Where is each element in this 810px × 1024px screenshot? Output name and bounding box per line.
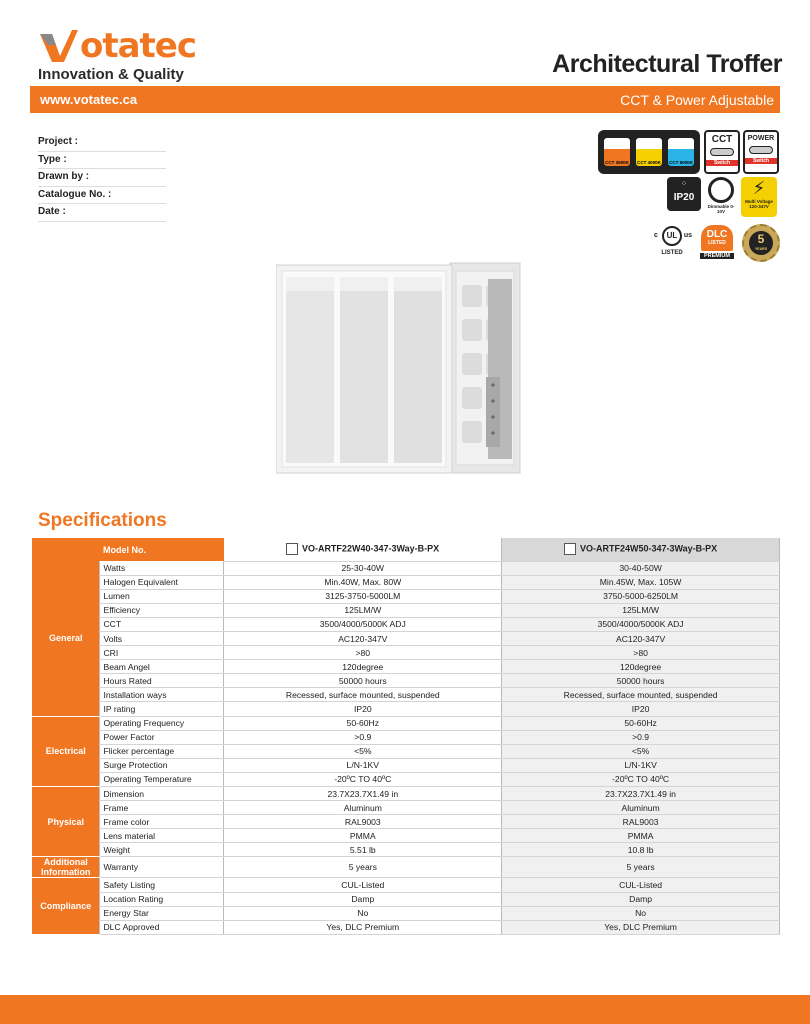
row-value-2: CUL-Listed — [502, 878, 780, 892]
row-value-2: 50000 hours — [502, 674, 780, 688]
warranty-5-year-badge — [742, 224, 780, 262]
table-row — [32, 744, 780, 758]
row-value-1: 25-30-40W — [224, 561, 502, 575]
row-value-2: Min.45W, Max. 105W — [502, 575, 780, 589]
page-subtitle: CCT & Power Adjustable — [620, 92, 774, 108]
table-row — [32, 758, 780, 772]
cct-3500k-label: CCT 3500K — [605, 160, 629, 165]
model-2-cell — [502, 538, 780, 561]
project-info-fields — [38, 134, 166, 222]
table-row — [32, 829, 780, 843]
row-label: Frame color — [100, 815, 224, 829]
brand-logo — [36, 24, 196, 64]
row-label: Power Factor — [100, 730, 224, 744]
row-value-1: 50000 hours — [224, 674, 502, 688]
table-row — [32, 561, 780, 575]
table-row — [32, 906, 780, 920]
table-row — [32, 787, 780, 801]
product-image — [276, 259, 524, 479]
page-title: Architectural Troffer — [552, 50, 782, 78]
row-value-2: No — [502, 906, 780, 920]
row-label: Operating Frequency — [100, 716, 224, 730]
cct-4000k-label: CCT 4000K — [637, 160, 661, 165]
row-value-2: 3750-5000-6250LM — [502, 589, 780, 603]
row-value-2: <5% — [502, 744, 780, 758]
cct-switch-title: CCT — [711, 134, 733, 145]
power-switch-label: Switch — [745, 158, 777, 164]
ul-mark-icon: UL — [662, 226, 682, 246]
row-label: Dimension — [100, 787, 224, 801]
field-type[interactable]: Type : — [38, 152, 166, 170]
table-row — [32, 878, 780, 892]
row-value-1: 125LM/W — [224, 603, 502, 617]
website-link[interactable]: www.votatec.ca — [40, 92, 138, 107]
table-row — [32, 631, 780, 645]
table-header-row — [32, 538, 780, 561]
row-label: Safety Listing — [100, 878, 224, 892]
table-row — [32, 603, 780, 617]
spec-table — [32, 538, 780, 935]
row-value-1: Min.40W, Max. 80W — [224, 575, 502, 589]
row-value-1: 120degree — [224, 660, 502, 674]
row-label: Lens material — [100, 829, 224, 843]
header-blank-cell — [32, 538, 100, 561]
row-value-1: >0.9 — [224, 730, 502, 744]
cct-5000k-label: CCT 5000K — [669, 160, 693, 165]
dimmable-badge — [705, 177, 737, 217]
row-value-1: Aluminum — [224, 801, 502, 815]
model-1-number: VO-ARTF22W40-347-3Way-B-PX — [301, 543, 440, 554]
row-label: Location Rating — [100, 892, 224, 906]
row-value-1: <5% — [224, 744, 502, 758]
field-catalogue-no[interactable]: Catalogue No. : — [38, 187, 166, 205]
row-label: IP rating — [100, 702, 224, 716]
row-label: Frame — [100, 801, 224, 815]
row-value-2: 3500/4000/5000K ADJ — [502, 617, 780, 631]
dlc-premium-label: PREMIUM — [700, 253, 734, 259]
row-label: Efficiency — [100, 603, 224, 617]
group-physical: Physical — [32, 787, 100, 857]
row-value-2: Recessed, surface mounted, suspended — [502, 688, 780, 702]
field-date[interactable]: Date : — [38, 204, 166, 222]
multi-voltage-label: Multi Voltage 120-347V — [745, 199, 773, 209]
group-general: General — [32, 561, 100, 716]
model-1-cell — [224, 538, 502, 561]
row-value-1: RAL9003 — [224, 815, 502, 829]
dlc-label: DLC — [706, 229, 728, 240]
row-label: Surge Protection — [100, 758, 224, 772]
field-project[interactable]: Project : — [38, 134, 166, 152]
table-row — [32, 646, 780, 660]
row-value-2: 10.8 lb — [502, 843, 780, 857]
row-value-2: PMMA — [502, 829, 780, 843]
row-value-1: AC120-347V — [224, 631, 502, 645]
row-value-1: 5 years — [224, 857, 502, 878]
dimmer-knob-icon — [708, 177, 734, 203]
table-row — [32, 920, 780, 934]
row-value-2: AC120-347V — [502, 631, 780, 645]
ul-listed-label: LISTED — [661, 250, 683, 256]
row-label: DLC Approved — [100, 920, 224, 934]
table-row — [32, 688, 780, 702]
cct-switch-label: Switch — [706, 160, 738, 166]
row-value-2: Yes, DLC Premium — [502, 920, 780, 934]
table-row — [32, 892, 780, 906]
cct-colors-badge — [598, 130, 700, 174]
row-value-2: IP20 — [502, 702, 780, 716]
row-value-1: 50-60Hz — [224, 716, 502, 730]
model-no-label: Model No. — [100, 538, 224, 561]
row-value-1: >80 — [224, 646, 502, 660]
row-label: Watts — [100, 561, 224, 575]
table-row — [32, 589, 780, 603]
row-value-2: 23.7X23.7X1.49 in — [502, 787, 780, 801]
switch-toggle-icon — [710, 148, 734, 156]
table-row — [32, 843, 780, 857]
dlc-mark-icon — [701, 225, 733, 251]
table-row — [32, 702, 780, 716]
model-2-checkbox[interactable] — [564, 543, 576, 555]
table-row — [32, 857, 780, 878]
row-value-2: 125LM/W — [502, 603, 780, 617]
row-value-1: 5.51 lb — [224, 843, 502, 857]
dust-drops-icon: ⁘ — [680, 179, 688, 188]
table-row — [32, 815, 780, 829]
table-row — [32, 674, 780, 688]
row-value-1: Yes, DLC Premium — [224, 920, 502, 934]
table-row — [32, 801, 780, 815]
row-label: Energy Star — [100, 906, 224, 920]
row-label: Warranty — [100, 857, 224, 878]
row-value-1: 3500/4000/5000K ADJ — [224, 617, 502, 631]
row-value-1: L/N-1KV — [224, 758, 502, 772]
cul-listed-badge — [654, 226, 690, 262]
ip20-label: IP20 — [673, 192, 695, 203]
row-label: Installation ways — [100, 688, 224, 702]
row-value-2: >0.9 — [502, 730, 780, 744]
row-label: Hours Rated — [100, 674, 224, 688]
row-label: Lumen — [100, 589, 224, 603]
table-row — [32, 772, 780, 786]
footer-band — [0, 995, 810, 1024]
power-switch-badge — [743, 130, 779, 174]
ul-us-label: us — [683, 232, 692, 239]
row-label: Halogen Equivalent — [100, 575, 224, 589]
table-row — [32, 575, 780, 589]
cct-switch-badge — [704, 130, 740, 174]
row-value-2: 50-60Hz — [502, 716, 780, 730]
row-value-1: -20ºC TO 40ºC — [224, 772, 502, 786]
group-electrical: Electrical — [32, 716, 100, 786]
row-value-1: PMMA — [224, 829, 502, 843]
row-label: Operating Temperature — [100, 772, 224, 786]
row-value-1: Damp — [224, 892, 502, 906]
warranty-inner-circle — [749, 231, 773, 255]
ul-c-label: c — [654, 232, 658, 239]
row-label: Flicker percentage — [100, 744, 224, 758]
table-row — [32, 617, 780, 631]
dlc-premium-badge — [699, 225, 735, 265]
warranty-years-number: 5 — [757, 232, 765, 246]
row-value-1: Recessed, surface mounted, suspended — [224, 688, 502, 702]
ip20-badge — [667, 177, 701, 211]
row-value-1: IP20 — [224, 702, 502, 716]
row-value-2: 120degree — [502, 660, 780, 674]
row-value-2: -20ºC TO 40ºC — [502, 772, 780, 786]
row-label: CRI — [100, 646, 224, 660]
table-row — [32, 660, 780, 674]
brand-name: otatec — [80, 26, 197, 66]
dimmable-label: Dimmable 0-10V — [707, 204, 735, 214]
row-label: Beam Angel — [100, 660, 224, 674]
row-value-2: Aluminum — [502, 801, 780, 815]
row-value-2: L/N-1KV — [502, 758, 780, 772]
multi-voltage-badge — [741, 177, 777, 217]
warranty-years-label: YEARS — [754, 247, 768, 251]
logo-v-mark-icon — [36, 28, 80, 64]
field-drawn-by[interactable]: Drawn by : — [38, 169, 166, 187]
power-switch-title: POWER — [747, 135, 775, 142]
row-value-1: 3125-3750-5000LM — [224, 589, 502, 603]
row-label: Weight — [100, 843, 224, 857]
row-value-2: 30-40-50W — [502, 561, 780, 575]
dlc-listed-label: LISTED — [708, 240, 726, 246]
row-value-1: CUL-Listed — [224, 878, 502, 892]
table-row — [32, 730, 780, 744]
tagline: Innovation & Quality — [38, 66, 184, 83]
specifications-heading: Specifications — [38, 510, 167, 531]
row-value-2: 5 years — [502, 857, 780, 878]
row-value-2: >80 — [502, 646, 780, 660]
group-compliance: Compliance — [32, 878, 100, 934]
group-additional-information: Additional Information — [32, 857, 100, 878]
row-value-1: No — [224, 906, 502, 920]
model-2-number: VO-ARTF24W50-347-3Way-B-PX — [579, 543, 718, 554]
row-value-2: RAL9003 — [502, 815, 780, 829]
row-label: CCT — [100, 617, 224, 631]
switch-toggle-icon — [749, 146, 773, 154]
row-value-1: 23.7X23.7X1.49 in — [224, 787, 502, 801]
model-1-checkbox[interactable] — [286, 543, 298, 555]
table-row — [32, 716, 780, 730]
row-label: Volts — [100, 631, 224, 645]
lightning-bolt-icon: ⚡ — [752, 178, 766, 198]
row-value-2: Damp — [502, 892, 780, 906]
